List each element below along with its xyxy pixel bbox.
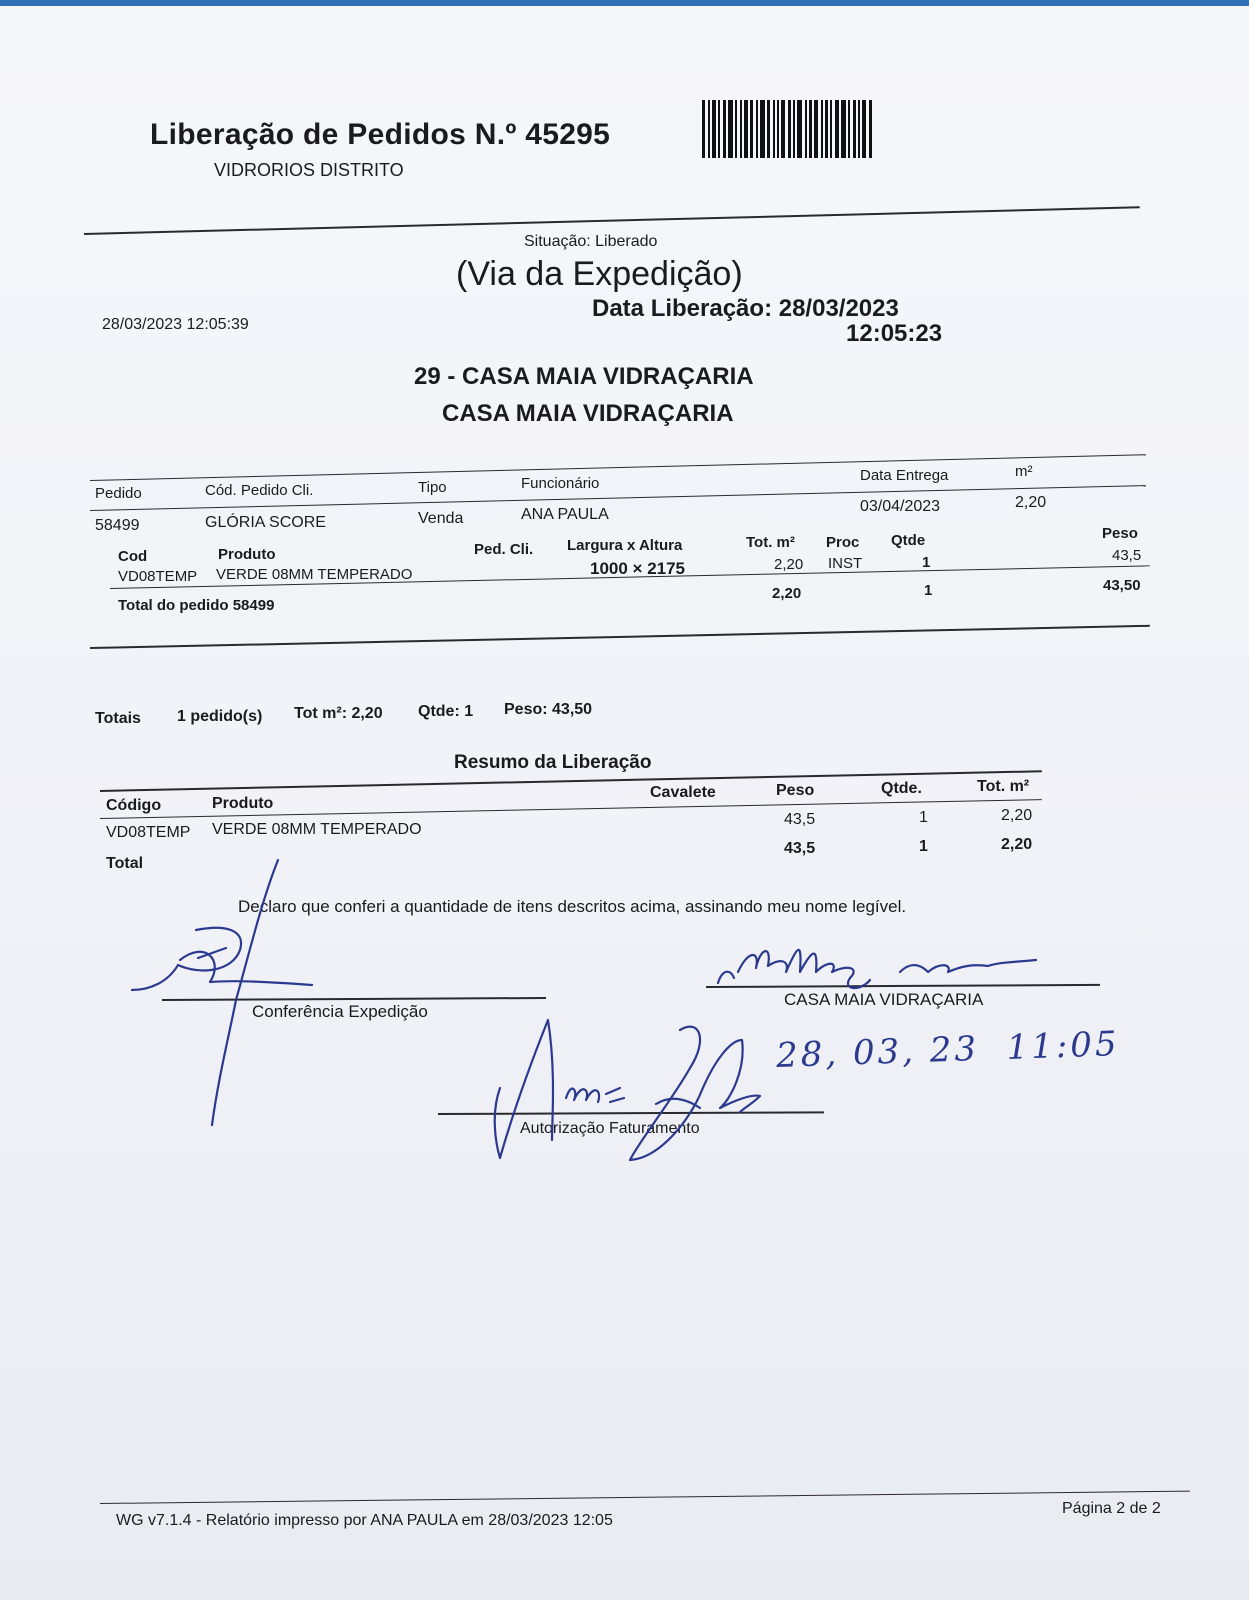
- item-proc: INST: [828, 555, 863, 572]
- document-title: Liberação de Pedidos N.º 45295: [150, 118, 611, 151]
- summary-total-qtde: 1: [919, 838, 928, 855]
- item-produto: VERDE 08MM TEMPERADO: [216, 566, 413, 583]
- totais-pedidos: 1 pedido(s): [177, 708, 263, 725]
- cell-m2: 2,20: [1015, 494, 1047, 511]
- cell-pedido: 58499: [95, 517, 140, 534]
- cell-data-entrega: 03/04/2023: [860, 498, 941, 515]
- signature-label-conferencia: Conferência Expedição: [252, 1002, 428, 1021]
- order-total-m2: 2,20: [772, 585, 802, 602]
- client-name: CASA MAIA VIDRAÇARIA: [442, 400, 734, 427]
- summary-header-cavalete: Cavalete: [650, 784, 716, 801]
- summary-header-peso: Peso: [776, 782, 815, 799]
- client-code-name: 29 - CASA MAIA VIDRAÇARIA: [414, 363, 754, 390]
- totais-peso: Peso: 43,50: [504, 701, 593, 718]
- item-header-cod: Cod: [118, 548, 148, 565]
- item-cod: VD08TEMP: [118, 568, 198, 585]
- summary-row-tot-m2: 2,20: [1001, 807, 1033, 824]
- footer-page-number: Página 2 de 2: [1062, 1500, 1161, 1517]
- cell-funcionario: ANA PAULA: [521, 506, 609, 523]
- summary-row-peso: 43,5: [784, 811, 816, 828]
- summary-header-tot-m2: Tot. m²: [977, 778, 1030, 795]
- item-largura-altura: 1000 × 2175: [590, 559, 686, 578]
- footer-report-info: WG v7.1.4 - Relatório impresso por ANA PAULA em 28/03/2023 12:05: [116, 1512, 613, 1529]
- col-header-tipo: Tipo: [418, 479, 447, 496]
- summary-header-qtde: Qtde.: [881, 780, 922, 797]
- signature-conferencia: [212, 860, 278, 1125]
- item-header-qtde: Qtde: [891, 532, 926, 549]
- col-header-funcionario: Funcionário: [521, 475, 600, 492]
- summary-total-label: Total: [106, 855, 144, 872]
- printed-timestamp: 28/03/2023 12:05:39: [102, 316, 249, 333]
- signature-label-cliente: CASA MAIA VIDRAÇARIA: [784, 990, 984, 1009]
- item-header-peso: Peso: [1102, 525, 1138, 542]
- order-total-peso: 43,50: [1103, 577, 1141, 594]
- order-total-qtde: 1: [924, 582, 933, 599]
- summary-header-codigo: Código: [106, 797, 162, 814]
- summary-total-tot-m2: 2,20: [1001, 836, 1033, 853]
- cell-cod-pedido-cli: GLÓRIA SCORE: [205, 514, 326, 531]
- cell-tipo: Venda: [418, 510, 464, 527]
- totais-label: Totais: [95, 710, 141, 727]
- item-peso: 43,5: [1112, 547, 1142, 564]
- status-text: Situação: Liberado: [524, 233, 658, 250]
- signature-label-autorizacao: Autorização Faturamento: [520, 1120, 700, 1137]
- declaration-text: Declaro que conferi a quantidade de itens descritos acima, assinando meu nome legível.: [238, 897, 907, 916]
- item-header-ped-cli: Ped. Cli.: [474, 541, 534, 558]
- summary-header-produto: Produto: [212, 795, 274, 812]
- totais-m2: Tot m²: 2,20: [294, 705, 383, 722]
- order-total-label: Total do pedido 58499: [118, 597, 275, 614]
- release-time: 12:05:23: [846, 320, 943, 347]
- col-header-data-entrega: Data Entrega: [860, 467, 949, 484]
- summary-row-produto: VERDE 08MM TEMPERADO: [212, 821, 422, 838]
- signature-autorizacao: [495, 1020, 553, 1158]
- item-header-proc: Proc: [826, 534, 860, 551]
- summary-row-qtde: 1: [919, 809, 928, 826]
- totais-qtde: Qtde: 1: [418, 703, 474, 720]
- copy-type-heading: (Via da Expedição): [456, 255, 743, 293]
- company-name: VIDRORIOS DISTRITO: [214, 160, 404, 180]
- item-qtde: 1: [922, 554, 931, 571]
- summary-total-peso: 43,5: [784, 840, 816, 857]
- signature-cliente: [718, 950, 870, 988]
- release-date: Data Liberação: 28/03/2023: [592, 295, 899, 322]
- summary-title: Resumo da Liberação: [454, 752, 652, 773]
- item-header-largura-altura: Largura x Altura: [567, 537, 683, 554]
- item-tot-m2: 2,20: [774, 556, 804, 573]
- item-header-produto: Produto: [218, 546, 276, 563]
- col-header-m2: m²: [1015, 463, 1033, 480]
- handwritten-date: 28, 03, 23 11:05: [775, 1024, 1121, 1076]
- col-header-cod-pedido-cli: Cód. Pedido Cli.: [205, 482, 314, 499]
- item-header-tot-m2: Tot. m²: [746, 534, 795, 551]
- col-header-pedido: Pedido: [95, 485, 142, 502]
- summary-row-codigo: VD08TEMP: [106, 824, 191, 841]
